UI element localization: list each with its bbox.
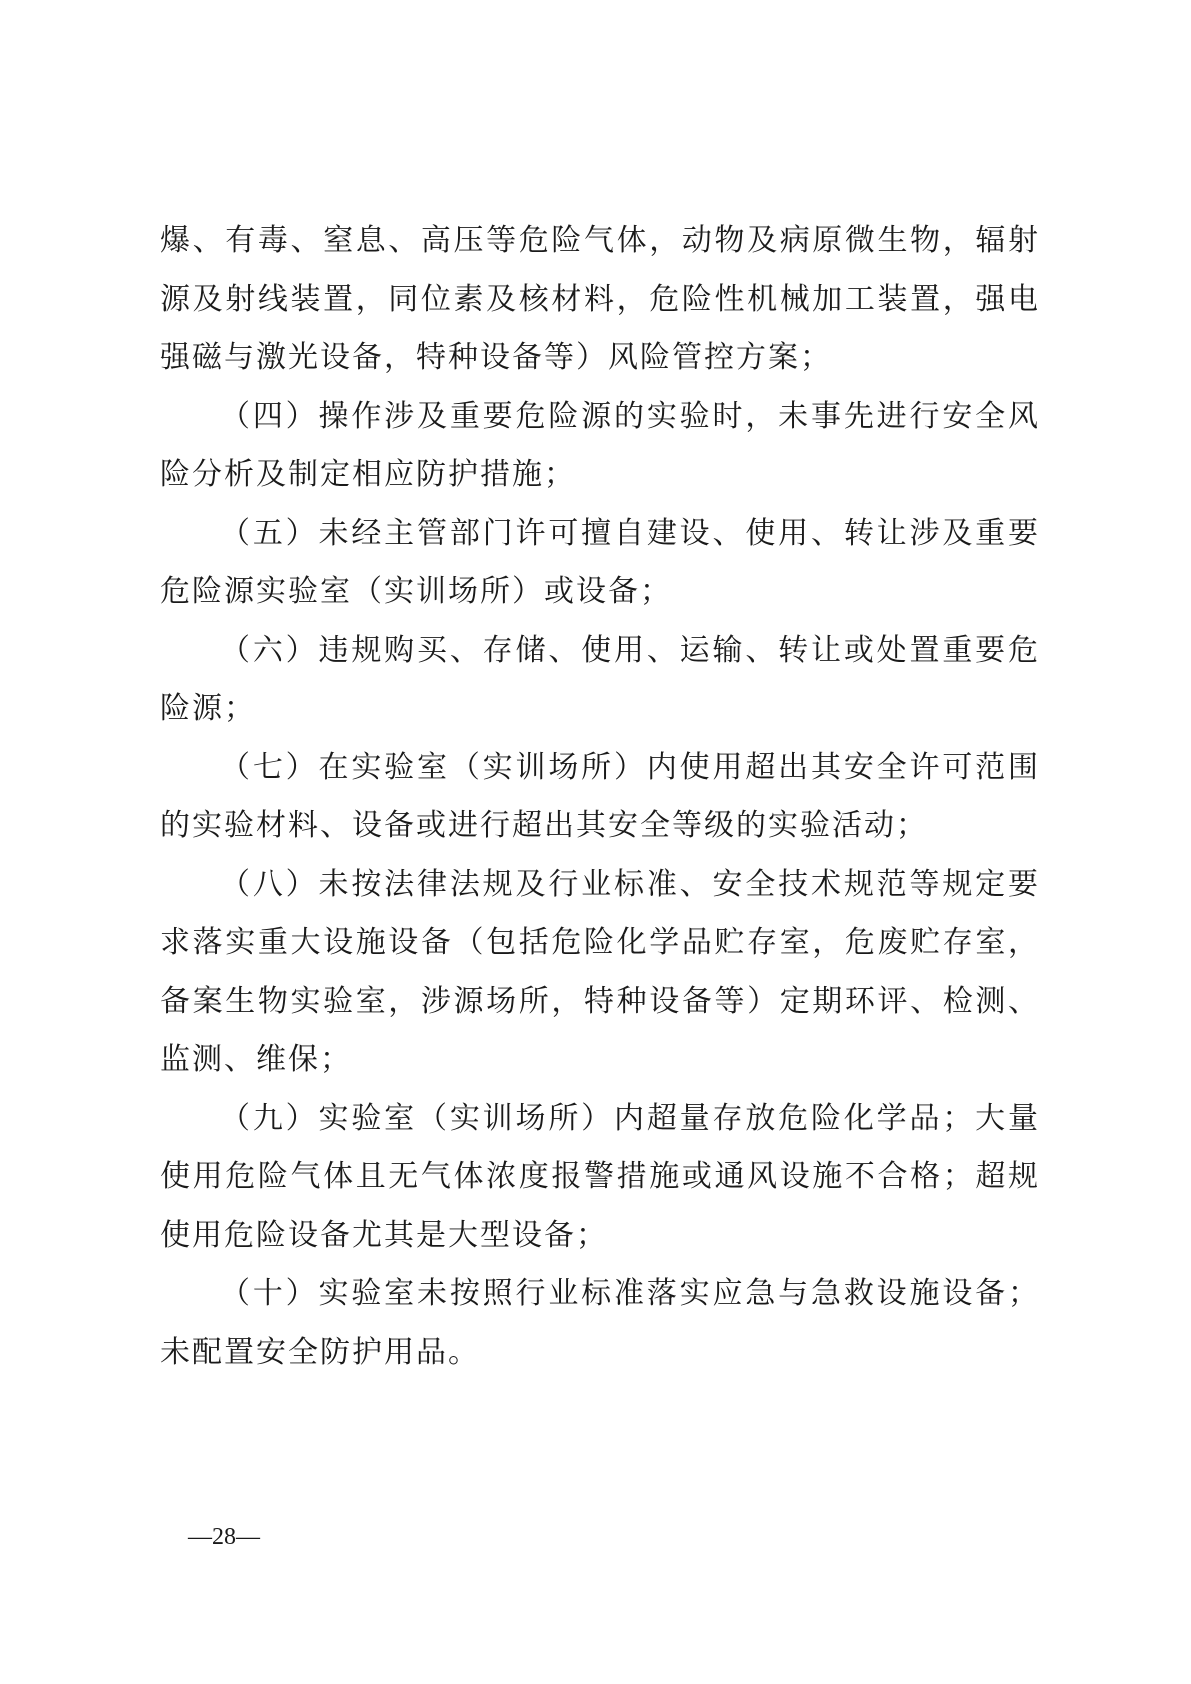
paragraph-item-9: （九）实验室（实训场所）内超量存放危险化学品；大量使用危险气体且无气体浓度报警措施或通风设施不合格；超规使用危险设备尤其是大型设备；: [160, 1100, 1040, 1253]
paragraph-item-7: （七）在实验室（实训场所）内使用超出其安全许可范围的实验材料、设备或进行超出其安全等级的实验活动；: [160, 749, 1040, 843]
paragraph-item-4: （四）操作涉及重要危险源的实验时，未事先进行安全风险分析及制定相应防护措施；: [160, 398, 1040, 492]
paragraph-item-8: （八）未按法律法规及行业标准、安全技术规范等规定要求落实重大设施设备（包括危险化学品贮存室，危废贮存室，备案生物实验室，涉源场所，特种设备等）定期环评、检测、监测、维保；: [160, 866, 1040, 1077]
page-number: —28—: [188, 1524, 260, 1550]
paragraph-item-6: （六）违规购买、存储、使用、运输、转让或处置重要危险源；: [160, 632, 1040, 726]
paragraph-item-10: （十）实验室未按照行业标准落实应急与急救设施设备；未配置安全防护用品。: [160, 1276, 1040, 1370]
paragraph-continuation: 爆、有毒、窒息、高压等危险气体，动物及病原微生物，辐射源及射线装置，同位素及核材料，危险性机械加工装置，强电强磁与激光设备，特种设备等）风险管控方案；: [160, 223, 1040, 375]
document-body: [160, 212, 1040, 1382]
paragraph-item-5: （五）未经主管部门许可擅自建设、使用、转让涉及重要危险源实验室（实训场所）或设备；: [160, 515, 1040, 609]
